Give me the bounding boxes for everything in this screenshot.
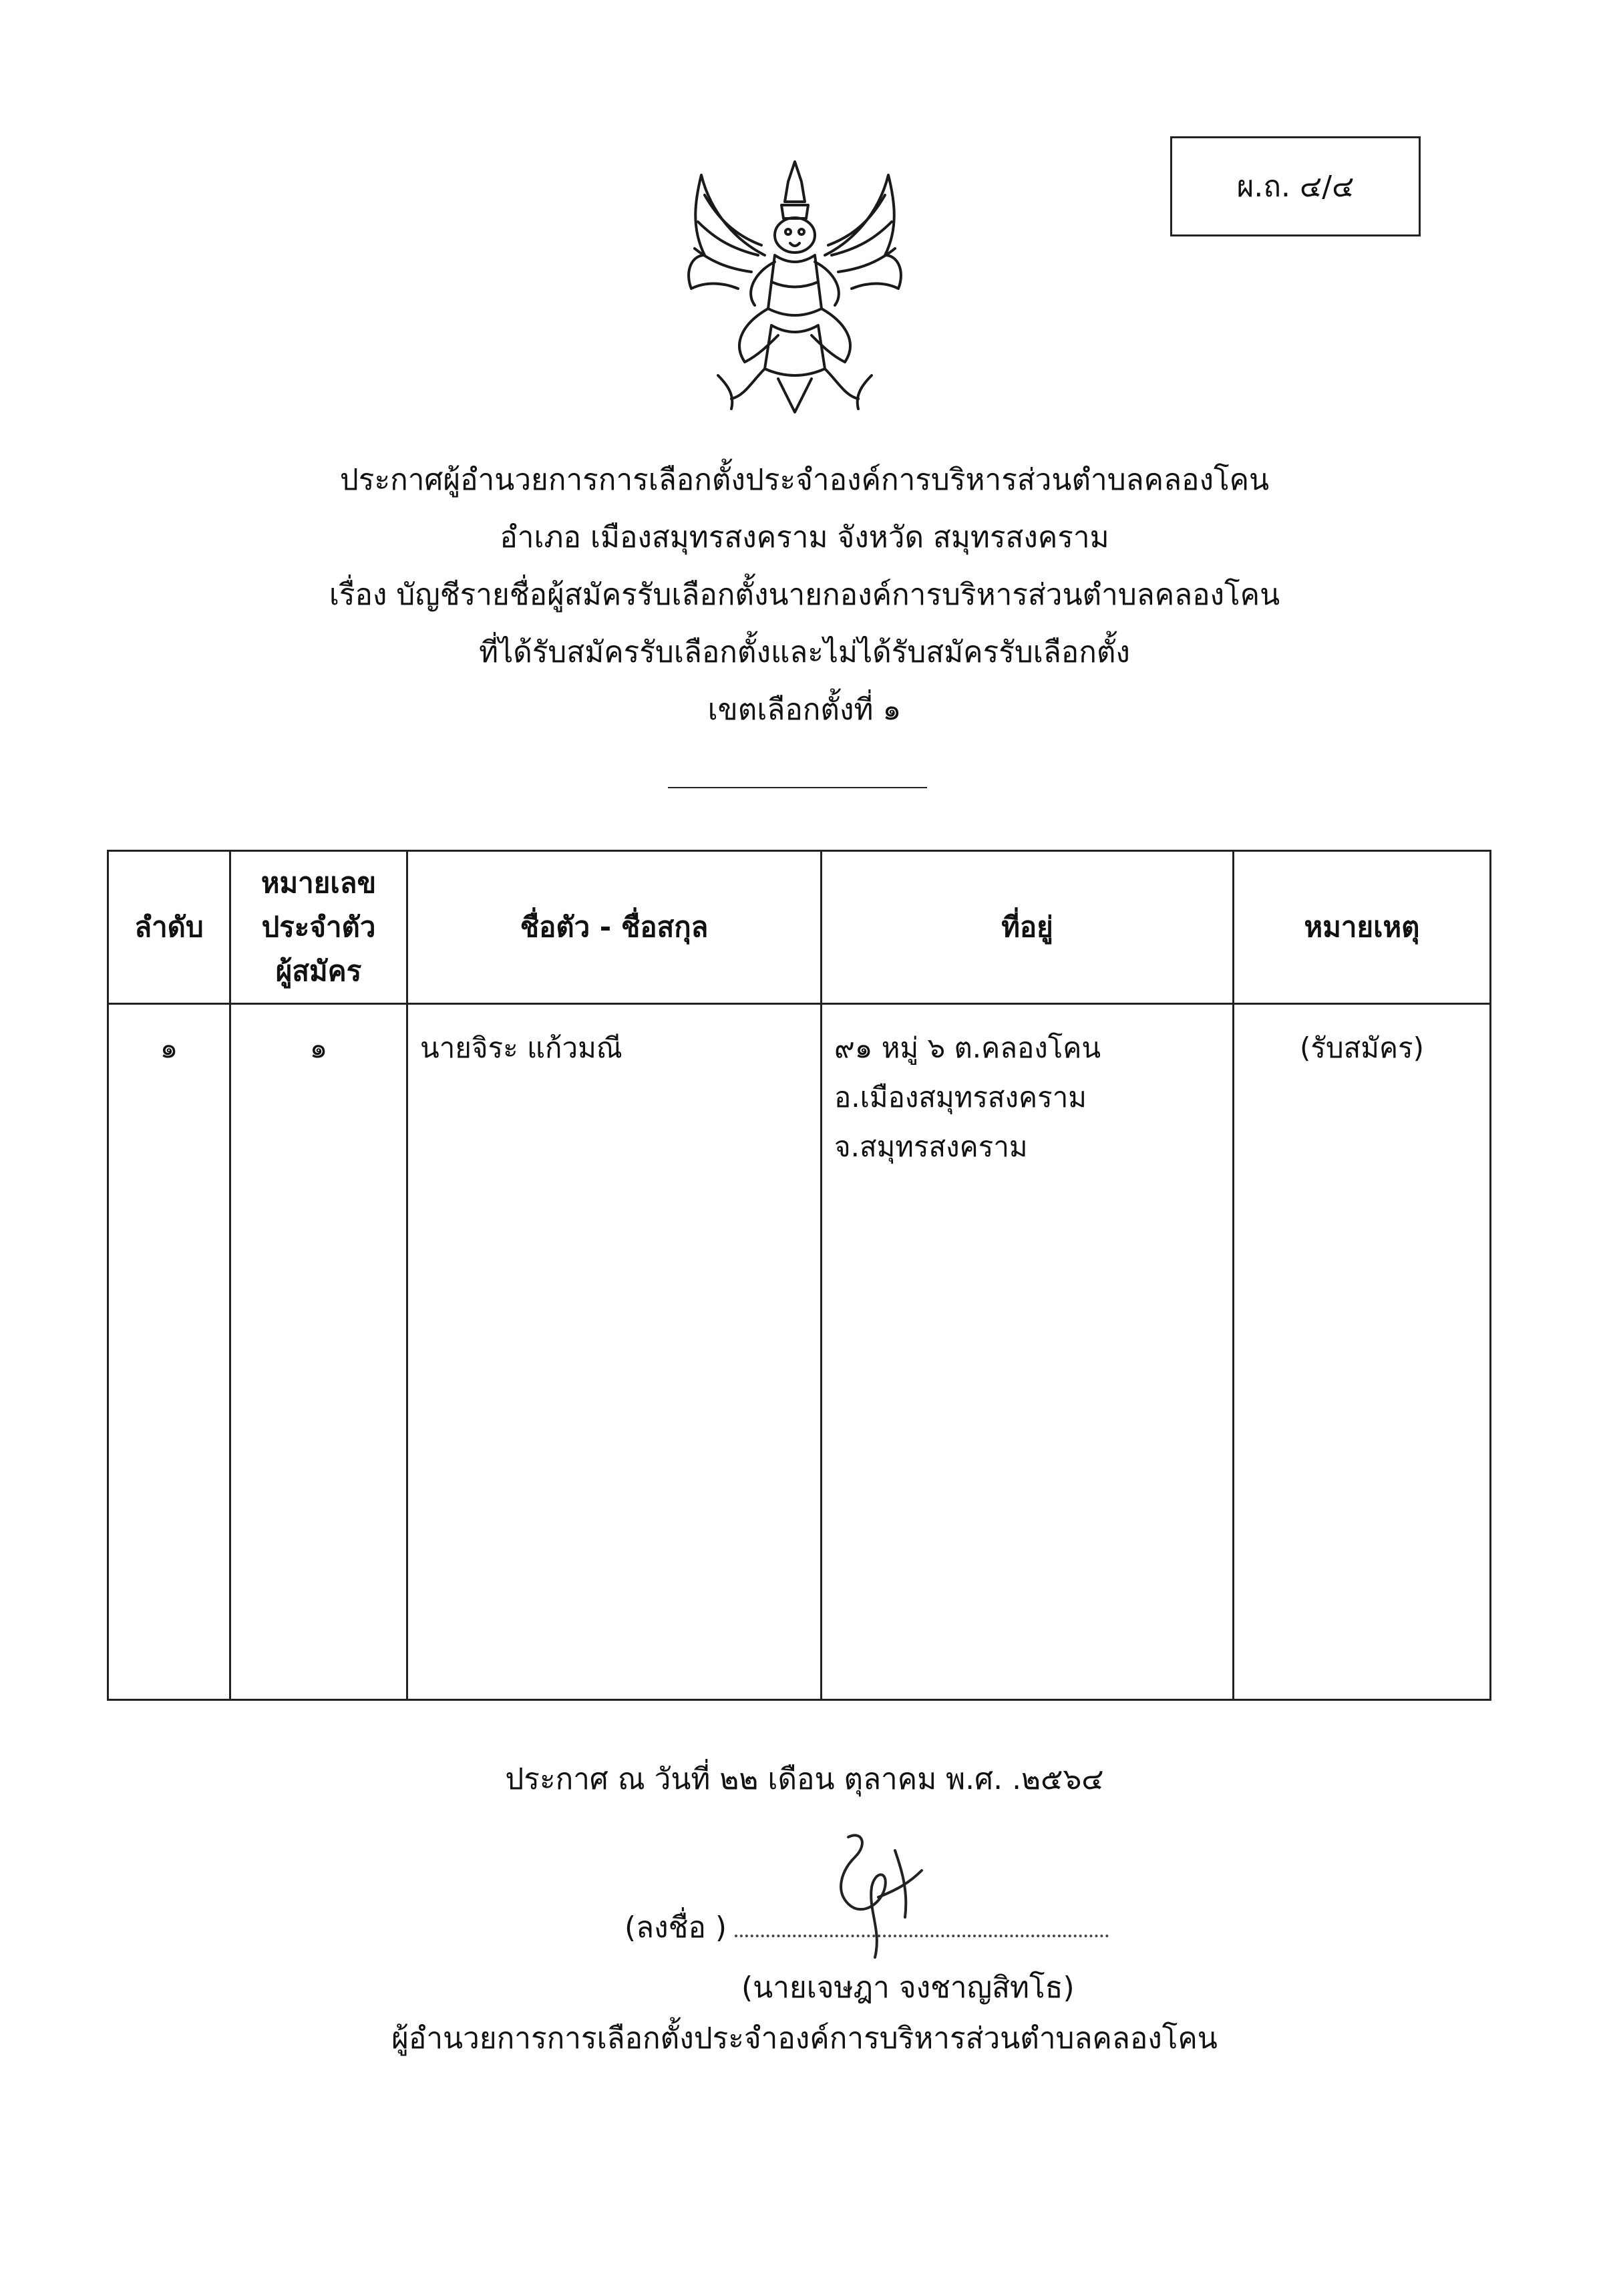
address-line-2: อ.เมืองสมุทรสงคราม [834, 1081, 1087, 1114]
header-candidate-number-line-2: ประจำตัว [261, 911, 376, 943]
signer-name: (นายเจษฎา จงชาญสิทโธ) [741, 1971, 1075, 2005]
announcement-date: ประกาศ ณ วันที่ ๒๒ เดือน ตุลาคม พ.ศ. .๒๕๖๔ [505, 1762, 1104, 1796]
heading-line-3: เรื่อง บัญชีรายชื่อผู้สมัครรับเลือกตั้งนายกองค์การบริหารส่วนตำบลคลองโคน [329, 578, 1280, 612]
garuda-emblem-icon [665, 155, 925, 422]
heading-divider [668, 787, 927, 788]
header-name: ชื่อตัว - ชื่อสกุล [407, 851, 822, 1004]
cell-candidate-number: ๑ [230, 1004, 407, 1700]
heading-line-5: เขตเลือกตั้งที่ ๑ [707, 693, 902, 727]
address-line-3: จ.สมุทรสงคราม [834, 1130, 1028, 1163]
signature-line [624, 1904, 1109, 1951]
table-row [108, 1004, 1491, 1700]
header-order: ลำดับ [108, 851, 230, 1004]
cell-name: นายจิระ แก้วมณี [407, 1004, 822, 1700]
heading-line-1: ประกาศผู้อำนวยการการเลือกตั้งประจำองค์การบริหารส่วนตำบลคลองโคน [339, 463, 1270, 497]
cell-remark: (รับสมัคร) [1234, 1004, 1491, 1700]
announcement-heading [0, 452, 1609, 739]
candidate-table [107, 850, 1491, 1701]
header-candidate-number [230, 851, 407, 1004]
header-remark: หมายเหตุ [1234, 851, 1491, 1004]
header-candidate-number-line-1: หมายเลข [260, 866, 377, 899]
signature-dotted-line [735, 1935, 1109, 1937]
heading-line-4: ที่ได้รับสมัครรับเลือกตั้งและไม่ได้รับสมัครรับเลือกตั้ง [479, 635, 1130, 669]
sign-label: (ลงชื่อ ) [624, 1911, 727, 1945]
form-code: ผ.ถ. ๔/๔ [1236, 170, 1355, 204]
signer-title: ผู้อำนวยการการเลือกตั้งประจำองค์การบริหารส่วนตำบลคลองโคน [391, 2021, 1218, 2056]
header-candidate-number-line-3: ผู้สมัคร [275, 955, 362, 987]
form-code-box [1170, 136, 1421, 236]
header-address: ที่อยู่ [822, 851, 1234, 1004]
cell-address [822, 1004, 1234, 1700]
table-header-row [108, 851, 1491, 1004]
cell-order: ๑ [108, 1004, 230, 1700]
address-line-1: ๙๑ หมู่ ๖ ต.คลองโคน [834, 1031, 1101, 1064]
heading-line-2: อำเภอ เมืองสมุทรสงคราม จังหวัด สมุทรสงคราม [500, 520, 1109, 554]
